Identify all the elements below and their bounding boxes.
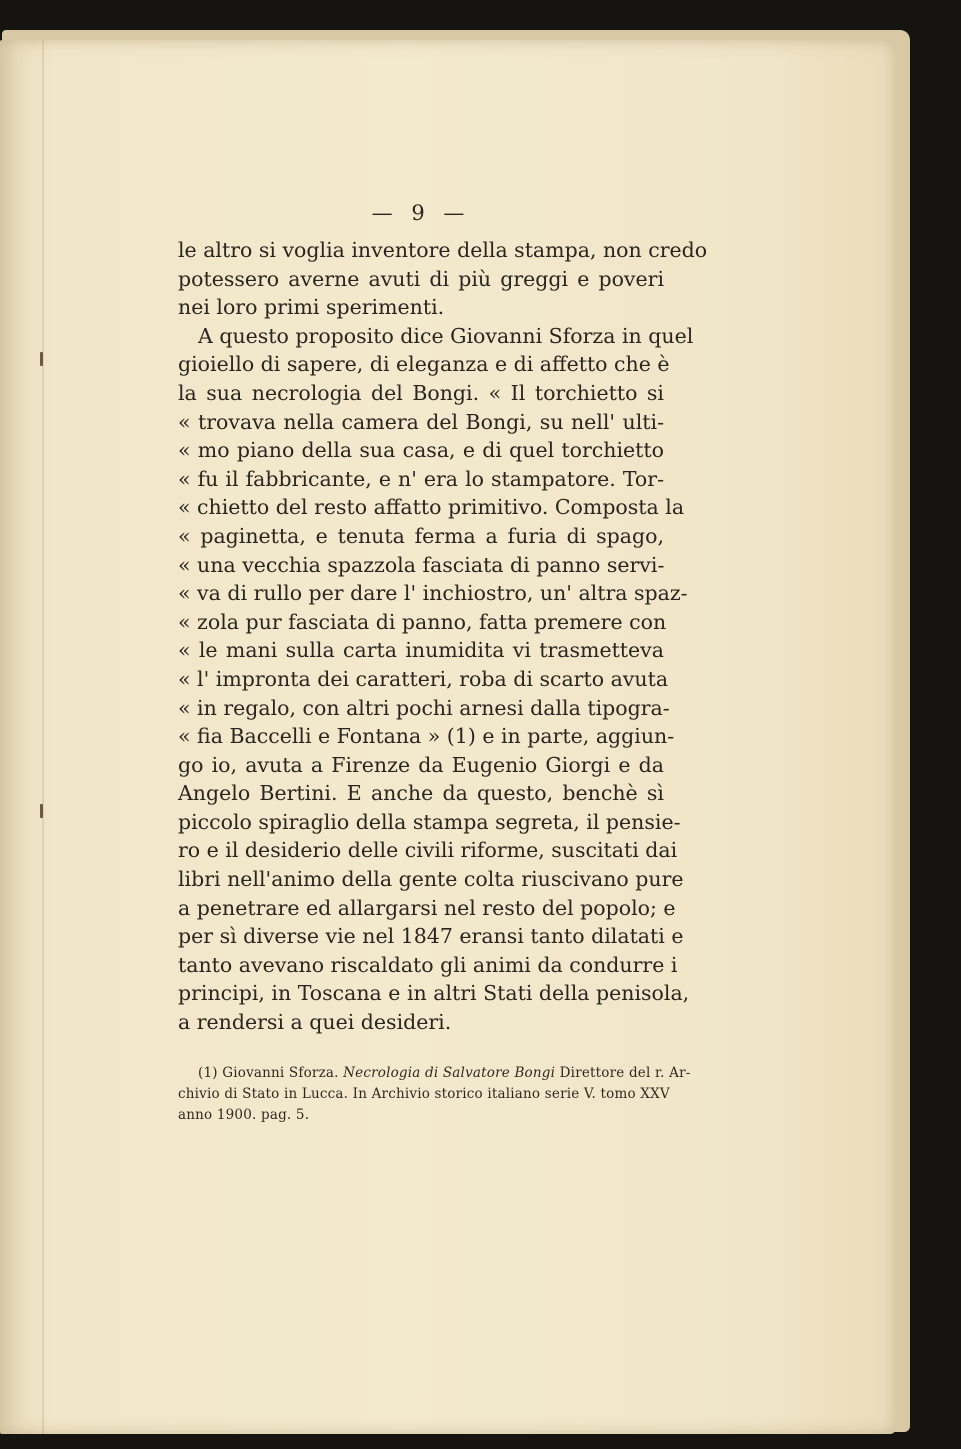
footnote-marker: (1) [198,1064,218,1081]
text-line: « mo piano della sua casa, e di quel torchietto [178,438,664,463]
footnote-title: Necrologia di Salvatore Bongi [343,1064,556,1081]
text-line: gioiello di sapere, di eleganza e di affetto che è [178,352,670,377]
text-line: « in regalo, con altri pochi arnesi dalla tipogra- [178,695,670,720]
gutter-line [42,40,44,1434]
text-line: nei loro primi sperimenti. [178,295,445,320]
text-line: « le mani sulla carta inumidita vi trasmetteva [178,638,664,663]
margin-mark [40,352,43,366]
text-line: « trovava nella camera del Bongi, su nell' ulti- [178,409,664,434]
footnote [178,1063,691,1126]
footnote-line: chivio di Stato in Lucca. In Archivio storico italiano serie V. tomo XXV [178,1085,670,1102]
text-line: « paginetta, e tenuta ferma a furia di spago, [178,523,664,548]
text-line: la sua necrologia del Bongi. « Il torchietto si [178,380,664,405]
text-line: tanto avevano riscaldato gli animi da condurre i [178,952,678,977]
text-line: principi, in Toscana e in altri Stati della penisola, [178,981,690,1006]
text-line: per sì diverse vie nel 1847 eransi tanto dilatati e [178,924,684,949]
text-line: « zola pur fasciata di panno, fatta premere con [178,609,667,634]
text-line: « l' impronta dei caratteri, roba di scarto avuta [178,666,669,691]
text-line: « una vecchia spazzola fasciata di panno servi- [178,552,665,577]
text-line: « va di rullo per dare l' inchiostro, un' altra spaz- [178,581,688,606]
footnote-line [178,1063,691,1084]
footnote-line: anno 1900. pag. 5. [178,1106,310,1123]
text-line: go io, avuta a Firenze da Eugenio Giorgi e da [178,752,664,777]
text-line: piccolo spiraglio della stampa segreta, il pensie- [178,809,681,834]
margin-mark [40,804,43,818]
text-line: a penetrare ed allargarsi nel resto del popolo; e [178,895,676,920]
text-line: libri nell'animo della gente colta riuscivano pure [178,867,684,892]
footnote-author: Giovanni Sforza. [222,1064,339,1081]
paragraph-1 [178,236,708,322]
footnote-line1-rest: Direttore del r. Ar- [559,1064,691,1081]
page-number: — 9 — [371,201,471,225]
text-line: A questo proposito dice Giovanni Sforza in quel [198,323,694,348]
text-line: Angelo Bertini. E anche da questo, benchè sì [178,781,664,806]
text-line: ro e il desiderio delle civili riforme, suscitati dai [178,838,678,863]
text-line: « fu il fabbricante, e n' era lo stampatore. Tor- [178,466,664,491]
text-block [178,196,708,1126]
text-line: « chietto del resto affatto primitivo. Composta la [178,495,685,520]
body-text [178,236,708,1037]
text-line: potessero averne avuti di più greggi e poveri [178,266,664,291]
paragraph-2 [178,322,694,1037]
text-line: a rendersi a quei desideri. [178,1010,452,1035]
text-line: le altro si voglia inventore della stampa, non credo [178,238,708,262]
text-line: « fia Baccelli e Fontana » (1) e in parte, aggiun- [178,724,675,749]
